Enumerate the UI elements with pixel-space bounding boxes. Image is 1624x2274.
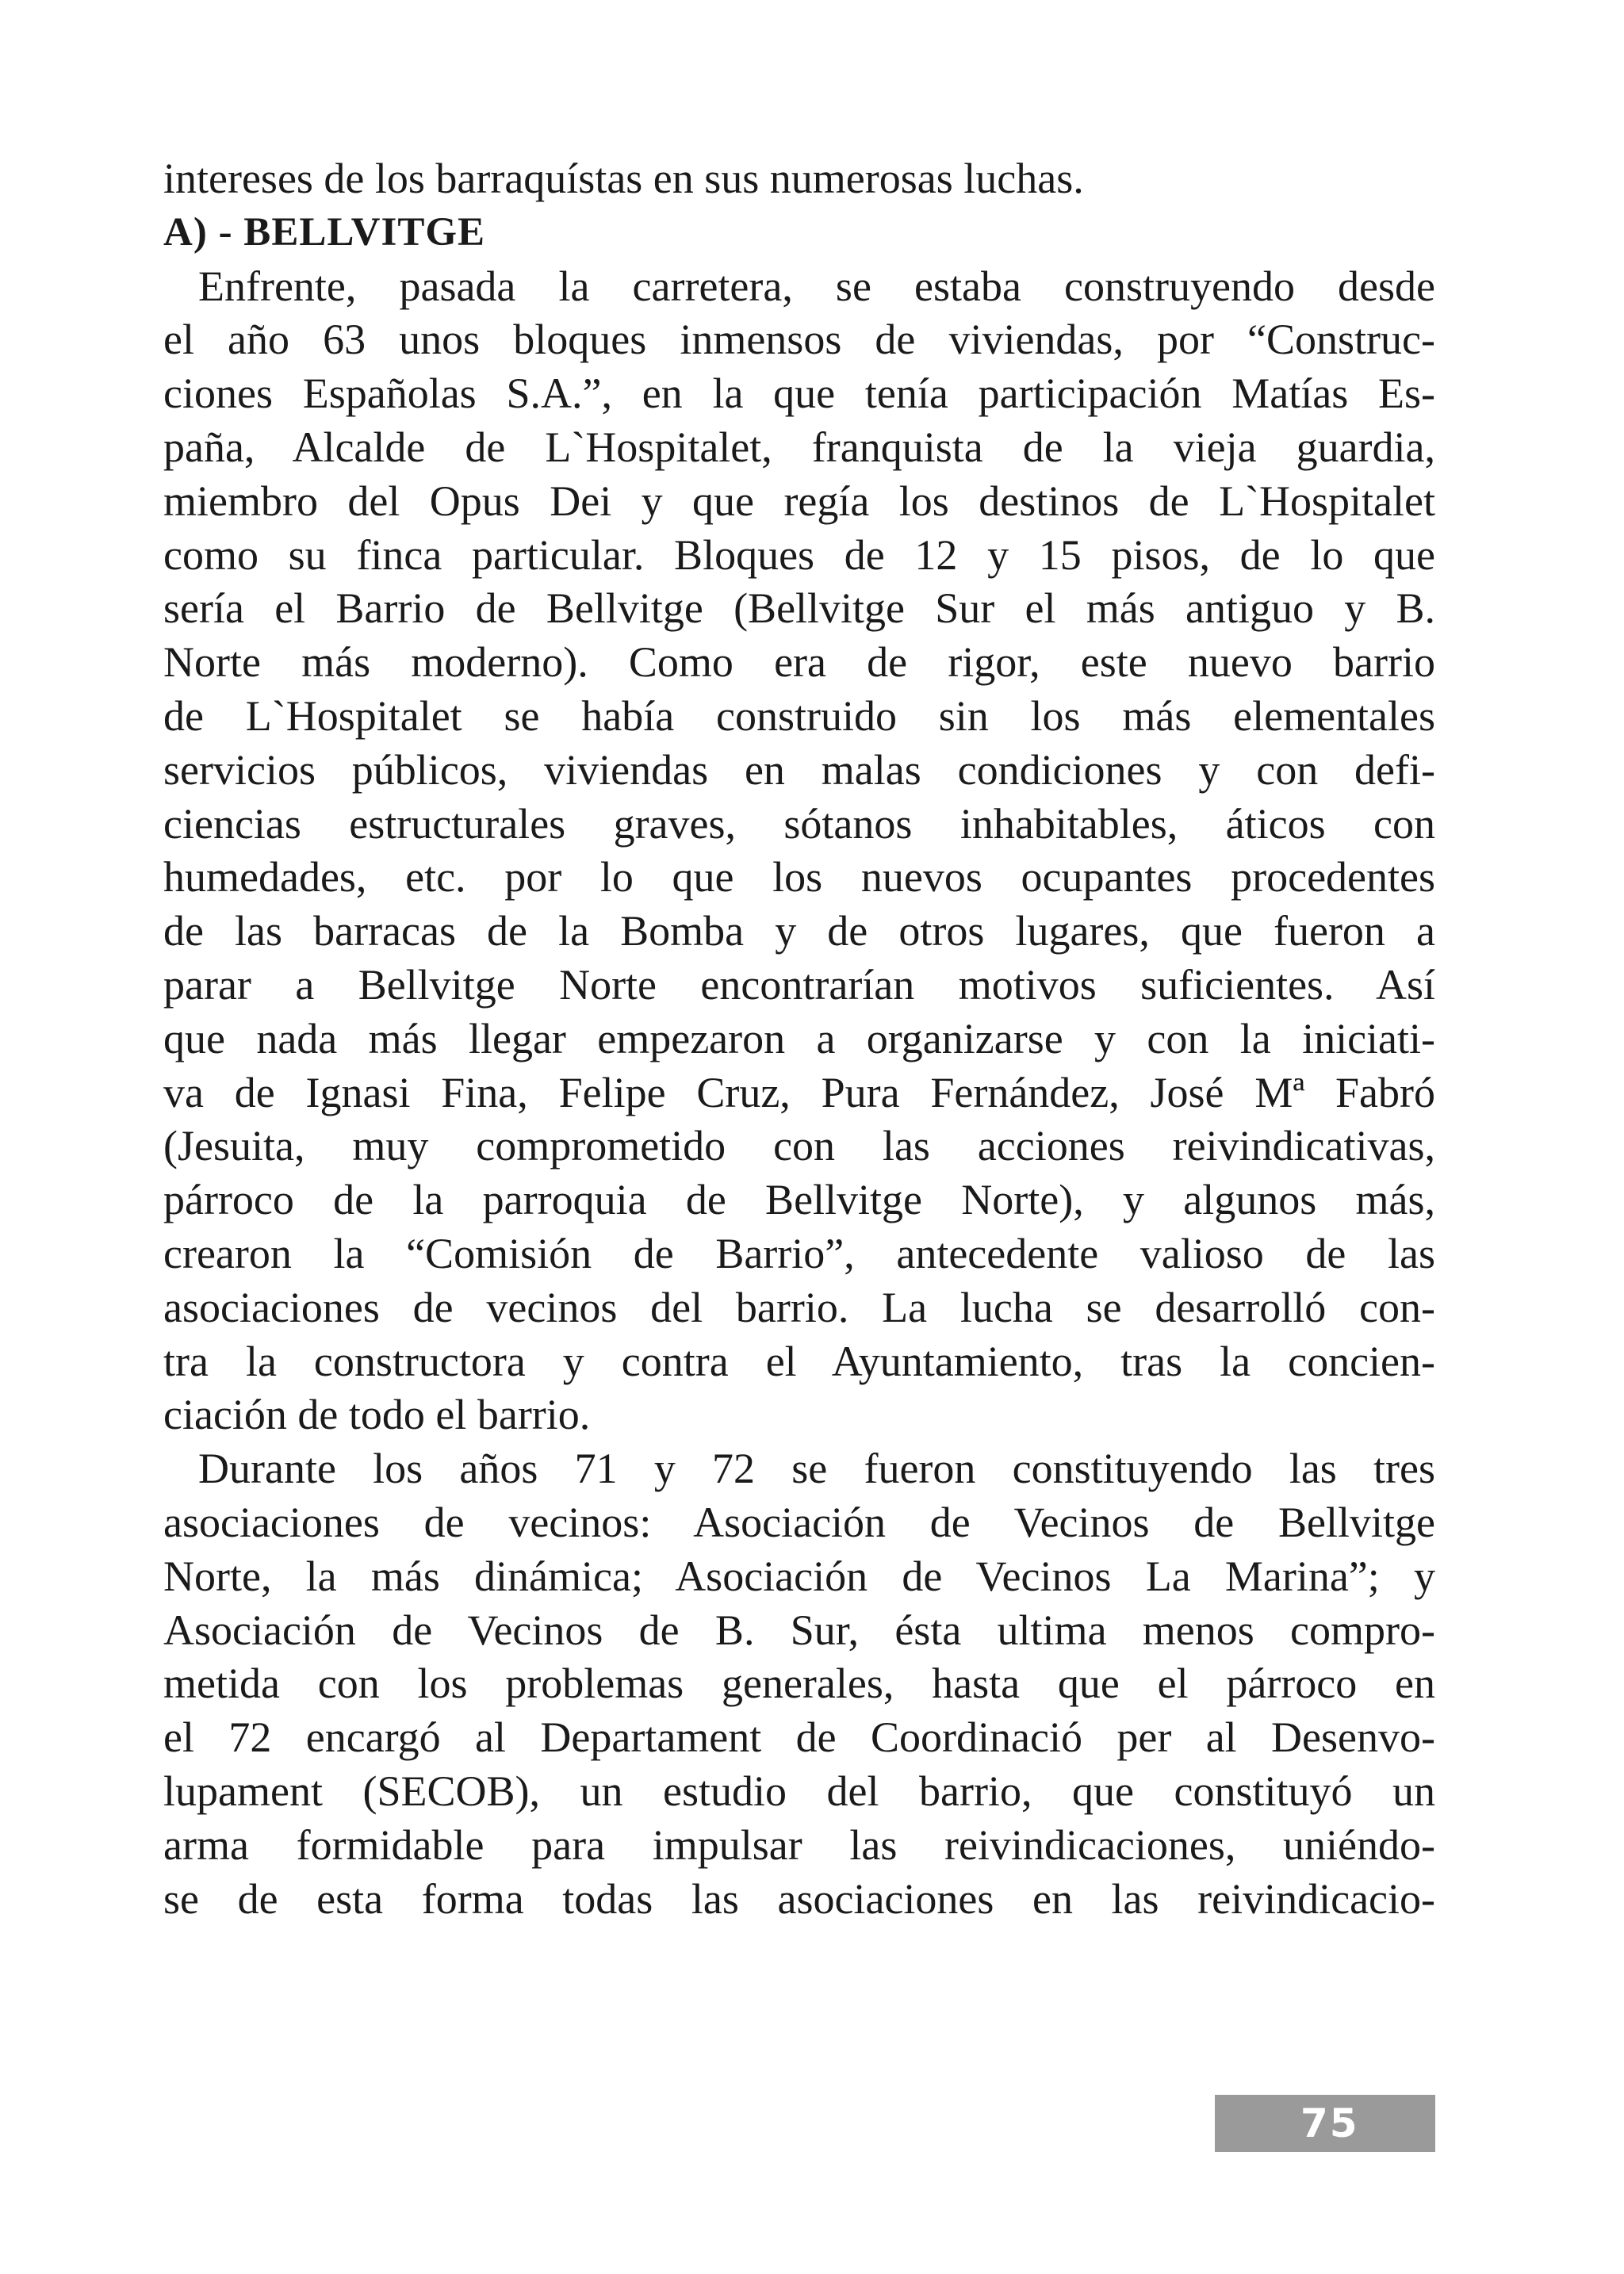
paragraph-line: como su finca particular. Bloques de 12 y 15 pisos, de lo que [163,530,1435,579]
paragraph-line: de las barracas de la Bomba y de otros lugares, que fueron a [163,907,1435,955]
paragraph-line: arma formidable para impulsar las reivindicaciones, uniéndo- [163,1820,1435,1869]
paragraph-line: el 72 encargó al Departament de Coordinació per al Desenvo- [163,1713,1435,1762]
page-body [163,152,1435,1926]
paragraph-2 [163,1442,1435,1926]
paragraph-line: miembro del Opus Dei y que regía los destinos de L`Hospitalet [163,477,1435,525]
section-heading: A) - BELLVITGE [163,209,486,255]
paragraph-line: el año 63 unos bloques inmensos de viviendas, por “Construc- [163,316,1435,364]
paragraph-line: (Jesuita, muy comprometido con las acciones reivindicativas, [163,1122,1435,1170]
paragraph-line: Durante los años 71 y 72 se fueron constituyendo las tres [198,1445,1435,1493]
paragraph-line: ciación de todo el barrio. [163,1391,591,1439]
paragraph-line: sería el Barrio de Bellvitge (Bellvitge Sur el más antiguo y B. [163,584,1435,633]
intro-line: intereses de los barraquístas en sus numerosas luchas. [163,155,1084,202]
paragraph-line: se de esta forma todas las asociaciones en las reivindicacio- [163,1874,1435,1923]
paragraph-line: paña, Alcalde de L`Hospitalet, franquista de la vieja guardia, [163,423,1435,471]
paragraph-line: servicios públicos, viviendas en malas condiciones y con defi- [163,745,1435,794]
paragraph-line: asociaciones de vecinos: Asociación de Vecinos de Bellvitge [163,1498,1435,1546]
paragraph-line: Norte, la más dinámica; Asociación de Vecinos La Marina”; y [163,1552,1435,1600]
page-number: 75 [1300,2100,1359,2146]
paragraph-1 [163,260,1435,1443]
paragraph-line: metida con los problemas generales, hasta que el párroco en [163,1660,1435,1708]
paragraph-line: humedades, etc. por lo que los nuevos ocupantes procedentes [163,853,1435,902]
paragraph-line: Norte más moderno). Como era de rigor, este nuevo barrio [163,638,1435,687]
paragraph-line: tra la constructora y contra el Ayuntamiento, tras la concien- [163,1337,1435,1385]
paragraph-line: ciencias estructurales graves, sótanos inhabitables, áticos con [163,799,1435,848]
page-number-box [1215,2095,1435,2152]
paragraph-line: lupament (SECOB), un estudio del barrio, que constituyó un [163,1767,1435,1815]
paragraph-line: va de Ignasi Fina, Felipe Cruz, Pura Fernández, José Mª Fabró [163,1068,1435,1116]
paragraph-line: párroco de la parroquia de Bellvitge Norte), y algunos más, [163,1176,1435,1224]
paragraph-line: Asociación de Vecinos de B. Sur, ésta ultima menos compro- [163,1606,1435,1654]
paragraph-line: crearon la “Comisión de Barrio”, antecedente valioso de las [163,1229,1435,1277]
paragraph-line: Enfrente, pasada la carretera, se estaba construyendo desde [198,262,1435,310]
paragraph-line: que nada más llegar empezaron a organizarse y con la iniciati- [163,1014,1435,1062]
paragraph-line: de L`Hospitalet se había construido sin los más elementales [163,691,1435,740]
paragraph-line: parar a Bellvitge Norte encontrarían motivos suficientes. Así [163,960,1435,1009]
paragraph-line: ciones Españolas S.A.”, en la que tenía participación Matías Es- [163,369,1435,418]
paragraph-line: asociaciones de vecinos del barrio. La lucha se desarrolló con- [163,1283,1435,1331]
